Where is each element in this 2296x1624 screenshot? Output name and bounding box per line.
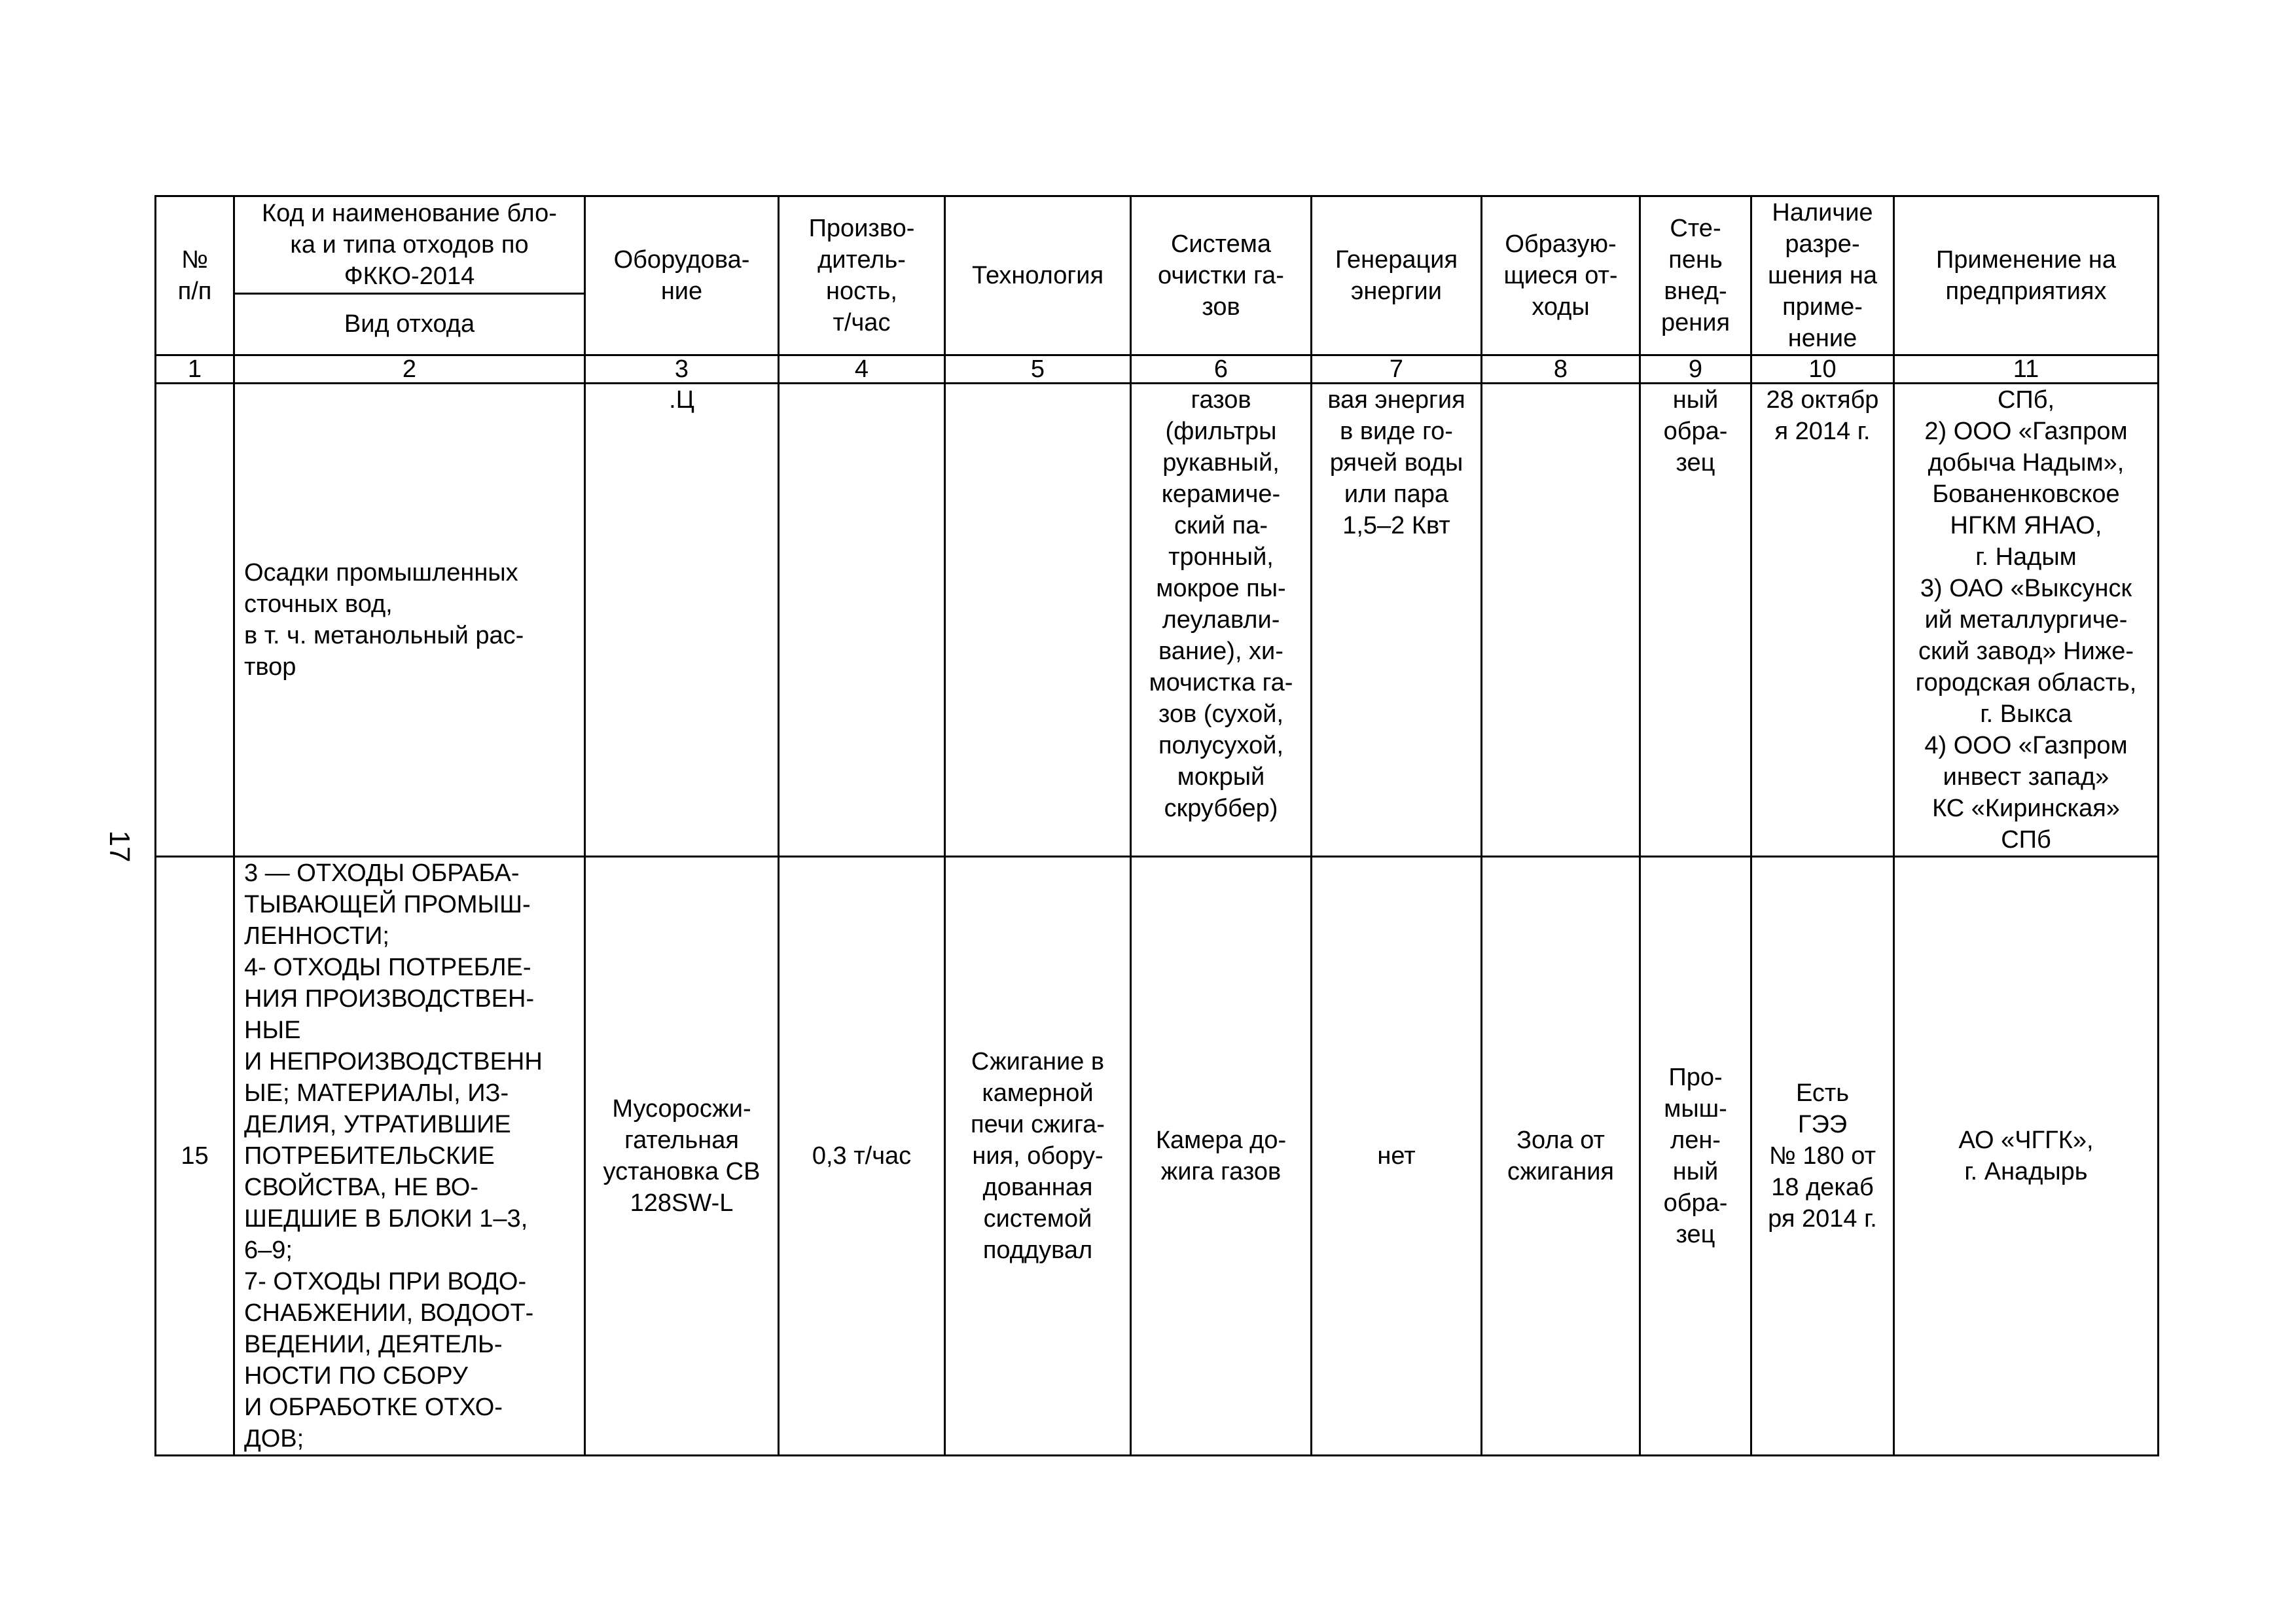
cell-permit: Есть ГЭЭ № 180 от 18 декаб ря 2014 г. [1751, 857, 1894, 1456]
column-number: 5 [945, 355, 1131, 384]
cell-gas-cleaning: Камера до- жига газов [1131, 857, 1312, 1456]
cell-number [156, 384, 234, 857]
column-number: 10 [1751, 355, 1894, 384]
cell-waste-formed [1482, 384, 1640, 857]
header-equipment: Оборудова- ние [585, 196, 779, 355]
cell-waste-type: 3 — ОТХОДЫ ОБРАБА- ТЫВАЮЩЕЙ ПРОМЫШ- ЛЕННОСТИ; 4- ОТХОДЫ ПОТРЕБЛЕ- НИЯ ПРОИЗВОДСТВЕН- НЫЕ И НЕПРОИЗВОДСТВЕНН ЫЕ; МАТЕРИАЛЫ, ИЗ- ДЕЛИЯ, УТРАТИВШИЕ ПОТРЕБИТЕЛЬСКИЕ СВОЙСТВА, НЕ ВО- ШЕДШИЕ В БЛОКИ 1–3, 6–9; 7- ОТХОДЫ ПРИ ВОДО- СНАБЖЕНИИ, ВОДООТ- ВЕДЕНИИ, ДЕЯТЕЛЬ- НОСТИ ПО СБОРУ И ОБРАБОТКЕ ОТХО- ДОВ; [234, 857, 585, 1456]
cell-application: СПб, 2) ООО «Газпром добыча Надым», Бованенковское НГКМ ЯНАО, г. Надым 3) ОАО «Выксунск ий металлургиче- ский завод» Ниже- городская область, г. Выкса 4) ООО «Газпром инвест запад» КС «Киринская» СПб [1894, 384, 2159, 857]
header-application: Применение на предприятиях [1894, 196, 2159, 355]
column-number: 3 [585, 355, 779, 384]
header-waste-type: Вид отхода [234, 293, 585, 355]
header-row [156, 196, 2159, 294]
column-number: 8 [1482, 355, 1640, 384]
column-number: 4 [779, 355, 945, 384]
cell-application: АО «ЧГГК», г. Анадырь [1894, 857, 2159, 1456]
cell-equipment: Мусоросжи- гательная установка СВ 128SW-L [585, 857, 779, 1456]
cell-waste-formed: Зола от сжигания [1482, 857, 1640, 1456]
header-energy: Генерация энергии [1312, 196, 1482, 355]
cell-energy: вая энергия в виде го- рячей воды или пара 1,5–2 Квт [1312, 384, 1482, 857]
page-number: 17 [103, 830, 135, 863]
header-waste-code: Код и наименование бло- ка и типа отходов по ФККО-2014 [234, 196, 585, 294]
table-row [156, 384, 2159, 857]
cell-implementation: ный обра- зец [1640, 384, 1751, 857]
column-number: 7 [1312, 355, 1482, 384]
cell-permit: 28 октябр я 2014 г. [1751, 384, 1894, 857]
column-number-row [156, 355, 2159, 384]
header-gas-cleaning: Система очистки га- зов [1131, 196, 1312, 355]
cell-waste-type: Осадки промышленных сточных вод, в т. ч. метанольный рас- твор [234, 384, 585, 857]
waste-technology-table [154, 195, 2159, 1456]
header-waste-formed: Образую- щиеся от- ходы [1482, 196, 1640, 355]
cell-number: 15 [156, 857, 234, 1456]
table-row [156, 857, 2159, 1456]
cell-energy: нет [1312, 857, 1482, 1456]
header-technology: Технология [945, 196, 1131, 355]
header-implementation: Сте- пень внед- рения [1640, 196, 1751, 355]
cell-equipment: .Ц [585, 384, 779, 857]
column-number: 9 [1640, 355, 1751, 384]
cell-implementation: Про- мыш- лен- ный обра- зец [1640, 857, 1751, 1456]
column-number: 6 [1131, 355, 1312, 384]
column-number: 2 [234, 355, 585, 384]
cell-capacity [779, 384, 945, 857]
column-number: 11 [1894, 355, 2159, 384]
header-capacity: Произво- дитель- ность, т/час [779, 196, 945, 355]
cell-gas-cleaning: газов (фильтры рукавный, керамиче- ский па- тронный, мокрое пы- леулавли- вание), хи- мочистка га- зов (сухой, полусухой, мокрый скруббер) [1131, 384, 1312, 857]
header-permit: Наличие разре- шения на приме- нение [1751, 196, 1894, 355]
cell-capacity: 0,3 т/час [779, 857, 945, 1456]
cell-technology: Сжигание в камерной печи сжига- ния, обору- дованная системой поддувал [945, 857, 1131, 1456]
cell-technology [945, 384, 1131, 857]
column-number: 1 [156, 355, 234, 384]
header-number: № п/п [156, 196, 234, 355]
